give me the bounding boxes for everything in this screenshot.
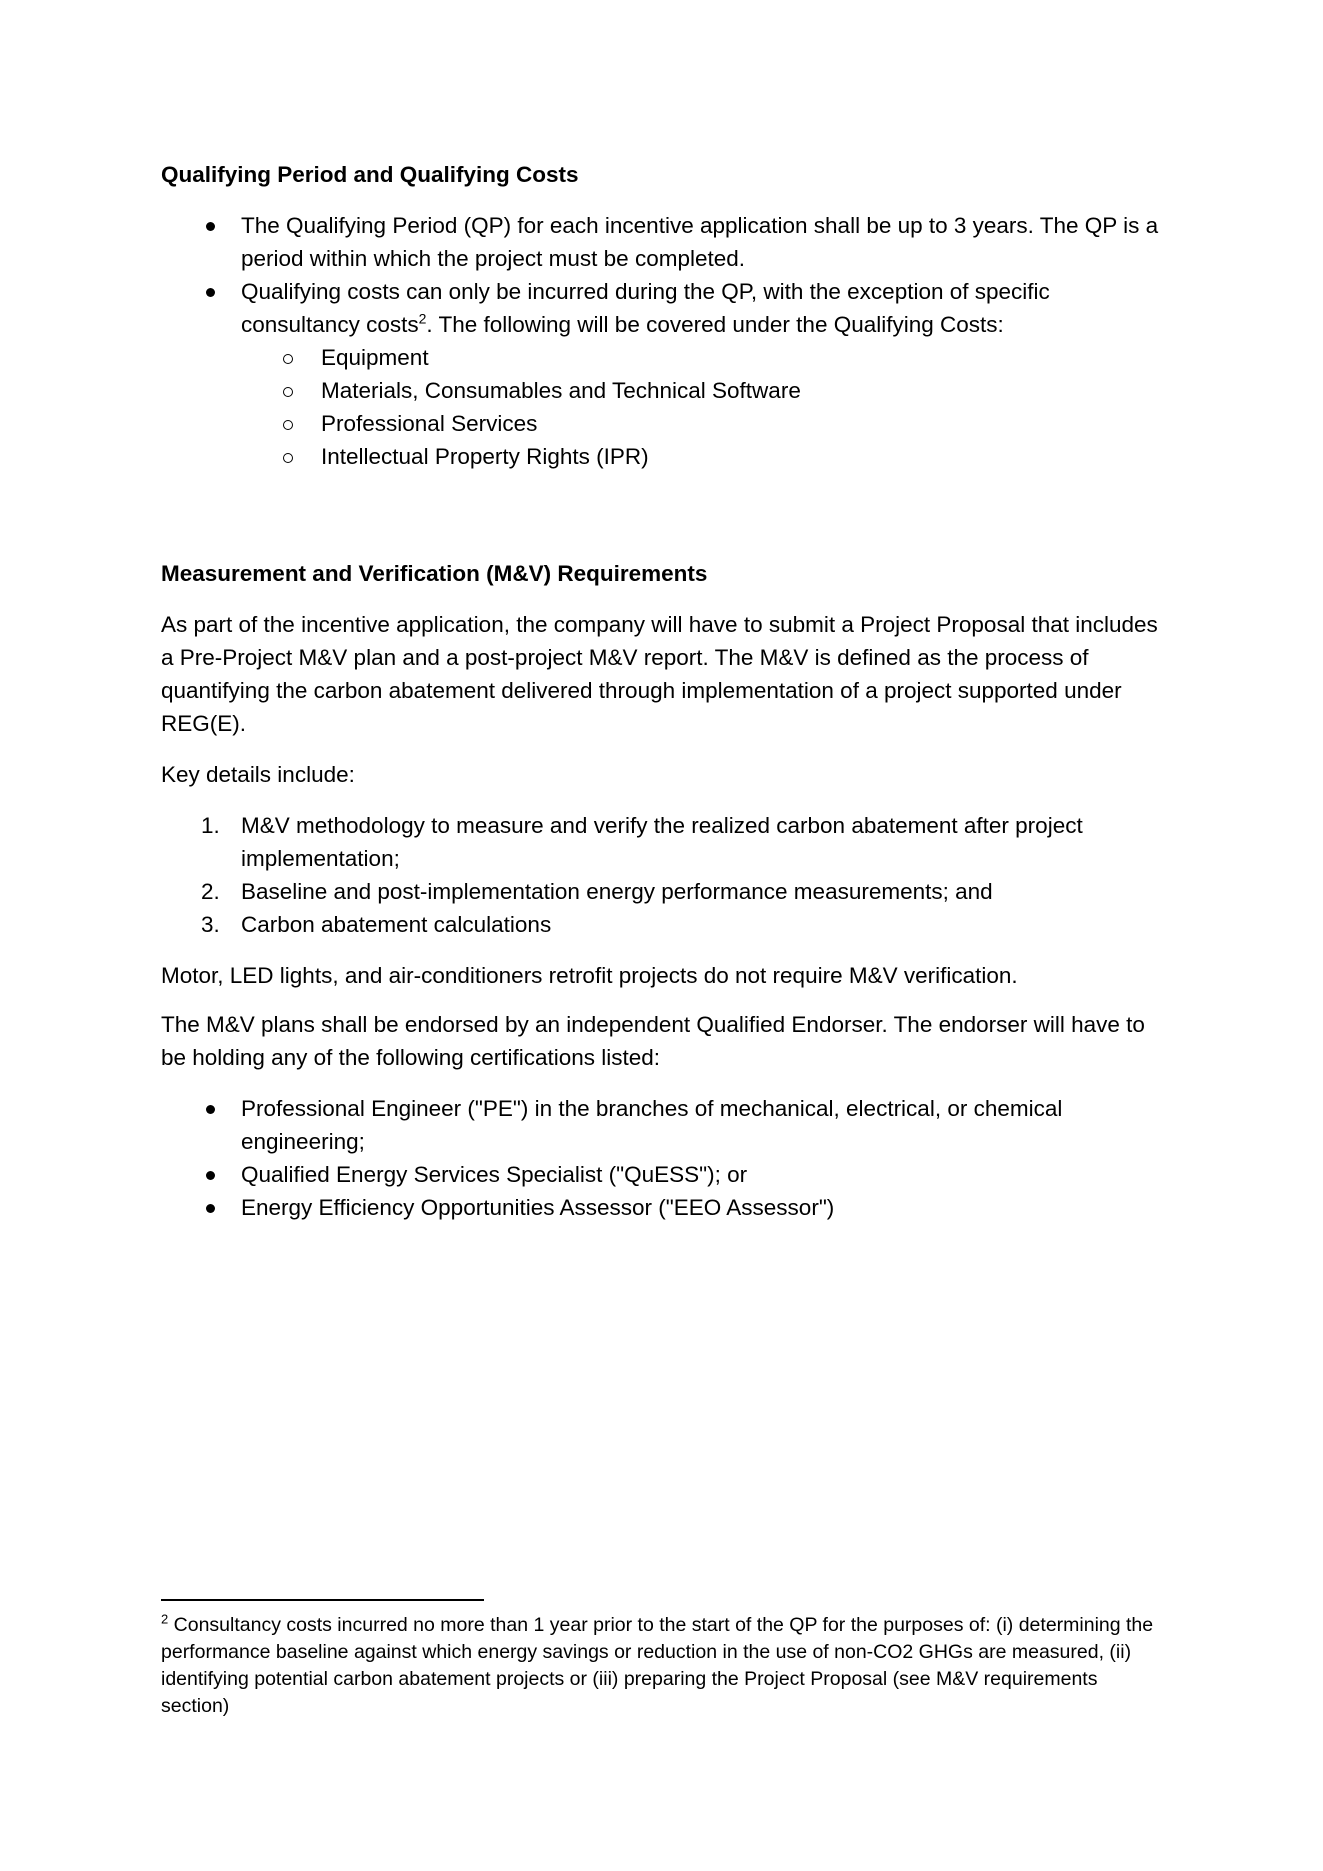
footnote-reference: 2: [418, 310, 427, 327]
certifications-bullet-list: [161, 1092, 1171, 1224]
bullet-item: [161, 1092, 1171, 1158]
numbered-item-text: Baseline and post-implementation energy performance measurements; and: [241, 879, 993, 904]
sub-item-text: Intellectual Property Rights (IPR): [321, 444, 649, 469]
footnote-text: Consultancy costs incurred no more than 1 year prior to the start of the QP for the purposes of: (i) determining the performance baseline against which energy savings or reduction in the use of non-CO2 GHGs are measured, (ii) identifying potential carbon abatement projects or (iii) preparing the Project Proposal (see M&V requirements section): [161, 1614, 1154, 1717]
footnote: [161, 1612, 1171, 1720]
endorser-paragraph: The M&V plans shall be endorsed by an independent Qualified Endorser. The endorser will have to be holding any of the following certifications listed:: [161, 1012, 1145, 1070]
bullet-text: Qualifying costs can only be incurred during the QP, with the exception of specific consultancy costs: [241, 279, 1050, 337]
numbered-item-text: Carbon abatement calculations: [241, 912, 552, 937]
list-number: 1.: [201, 813, 220, 838]
sub-item-text: Equipment: [321, 345, 429, 370]
bullet-marker: [206, 1171, 215, 1180]
sub-list-item: [161, 341, 1171, 374]
bullet-text: Professional Engineer ("PE") in the branches of mechanical, electrical, or chemical engineering;: [241, 1096, 1063, 1154]
key-details-label: Key details include:: [161, 762, 355, 787]
bullet-text: The Qualifying Period (QP) for each incentive application shall be up to 3 years. The QP is a period within which the project must be completed.: [241, 213, 1159, 271]
circle-bullet-icon: [283, 354, 293, 364]
bullet-marker: [206, 1204, 215, 1213]
footnote-mark: 2: [161, 1611, 169, 1627]
circle-bullet-icon: [283, 387, 293, 397]
numbered-item: [161, 908, 1171, 941]
numbered-item: [161, 809, 1171, 875]
sub-item-text: Professional Services: [321, 411, 538, 436]
sub-item-text: Materials, Consumables and Technical Software: [321, 378, 801, 403]
numbered-item-text: M&V methodology to measure and verify the realized carbon abatement after project implementation;: [241, 813, 1083, 871]
circle-bullet-icon: [283, 453, 293, 463]
bullet-text: Qualified Energy Services Specialist ("QuESS"); or: [241, 1162, 748, 1187]
list-number: 2.: [201, 879, 220, 904]
bullet-text: Energy Efficiency Opportunities Assessor ("EEO Assessor"): [241, 1195, 835, 1220]
footnote-separator: [161, 1599, 484, 1601]
document-page: [161, 158, 1171, 1224]
bullet-item: [161, 1158, 1171, 1191]
section-heading-mv-requirements: Measurement and Verification (M&V) Requirements: [161, 561, 708, 586]
bullet-text: . The following will be covered under the Qualifying Costs:: [426, 312, 1004, 337]
key-details-numbered-list: [161, 809, 1171, 941]
qualifying-costs-sublist: [161, 341, 1171, 473]
bullet-item: [161, 209, 1171, 275]
list-number: 3.: [201, 912, 220, 937]
bullet-marker: [206, 222, 215, 231]
exemption-paragraph: Motor, LED lights, and air-conditioners retrofit projects do not require M&V verification.: [161, 963, 1018, 988]
circle-bullet-icon: [283, 420, 293, 430]
bullet-marker: [206, 288, 215, 297]
numbered-item: [161, 875, 1171, 908]
sub-list-item: [161, 440, 1171, 473]
mv-intro-paragraph: As part of the incentive application, the company will have to submit a Project Proposal that includes a Pre-Project M&V plan and a post-project M&V report. The M&V is defined as the process of quantifying the carbon abatement delivered through implementation of a project supported under REG(E).: [161, 612, 1158, 736]
qualifying-bullet-list: [161, 209, 1171, 341]
bullet-item: [161, 1191, 1171, 1224]
bullet-marker: [206, 1105, 215, 1114]
section-heading-qualifying-period: Qualifying Period and Qualifying Costs: [161, 162, 579, 187]
sub-list-item: [161, 407, 1171, 440]
bullet-item: [161, 275, 1171, 341]
sub-list-item: [161, 374, 1171, 407]
